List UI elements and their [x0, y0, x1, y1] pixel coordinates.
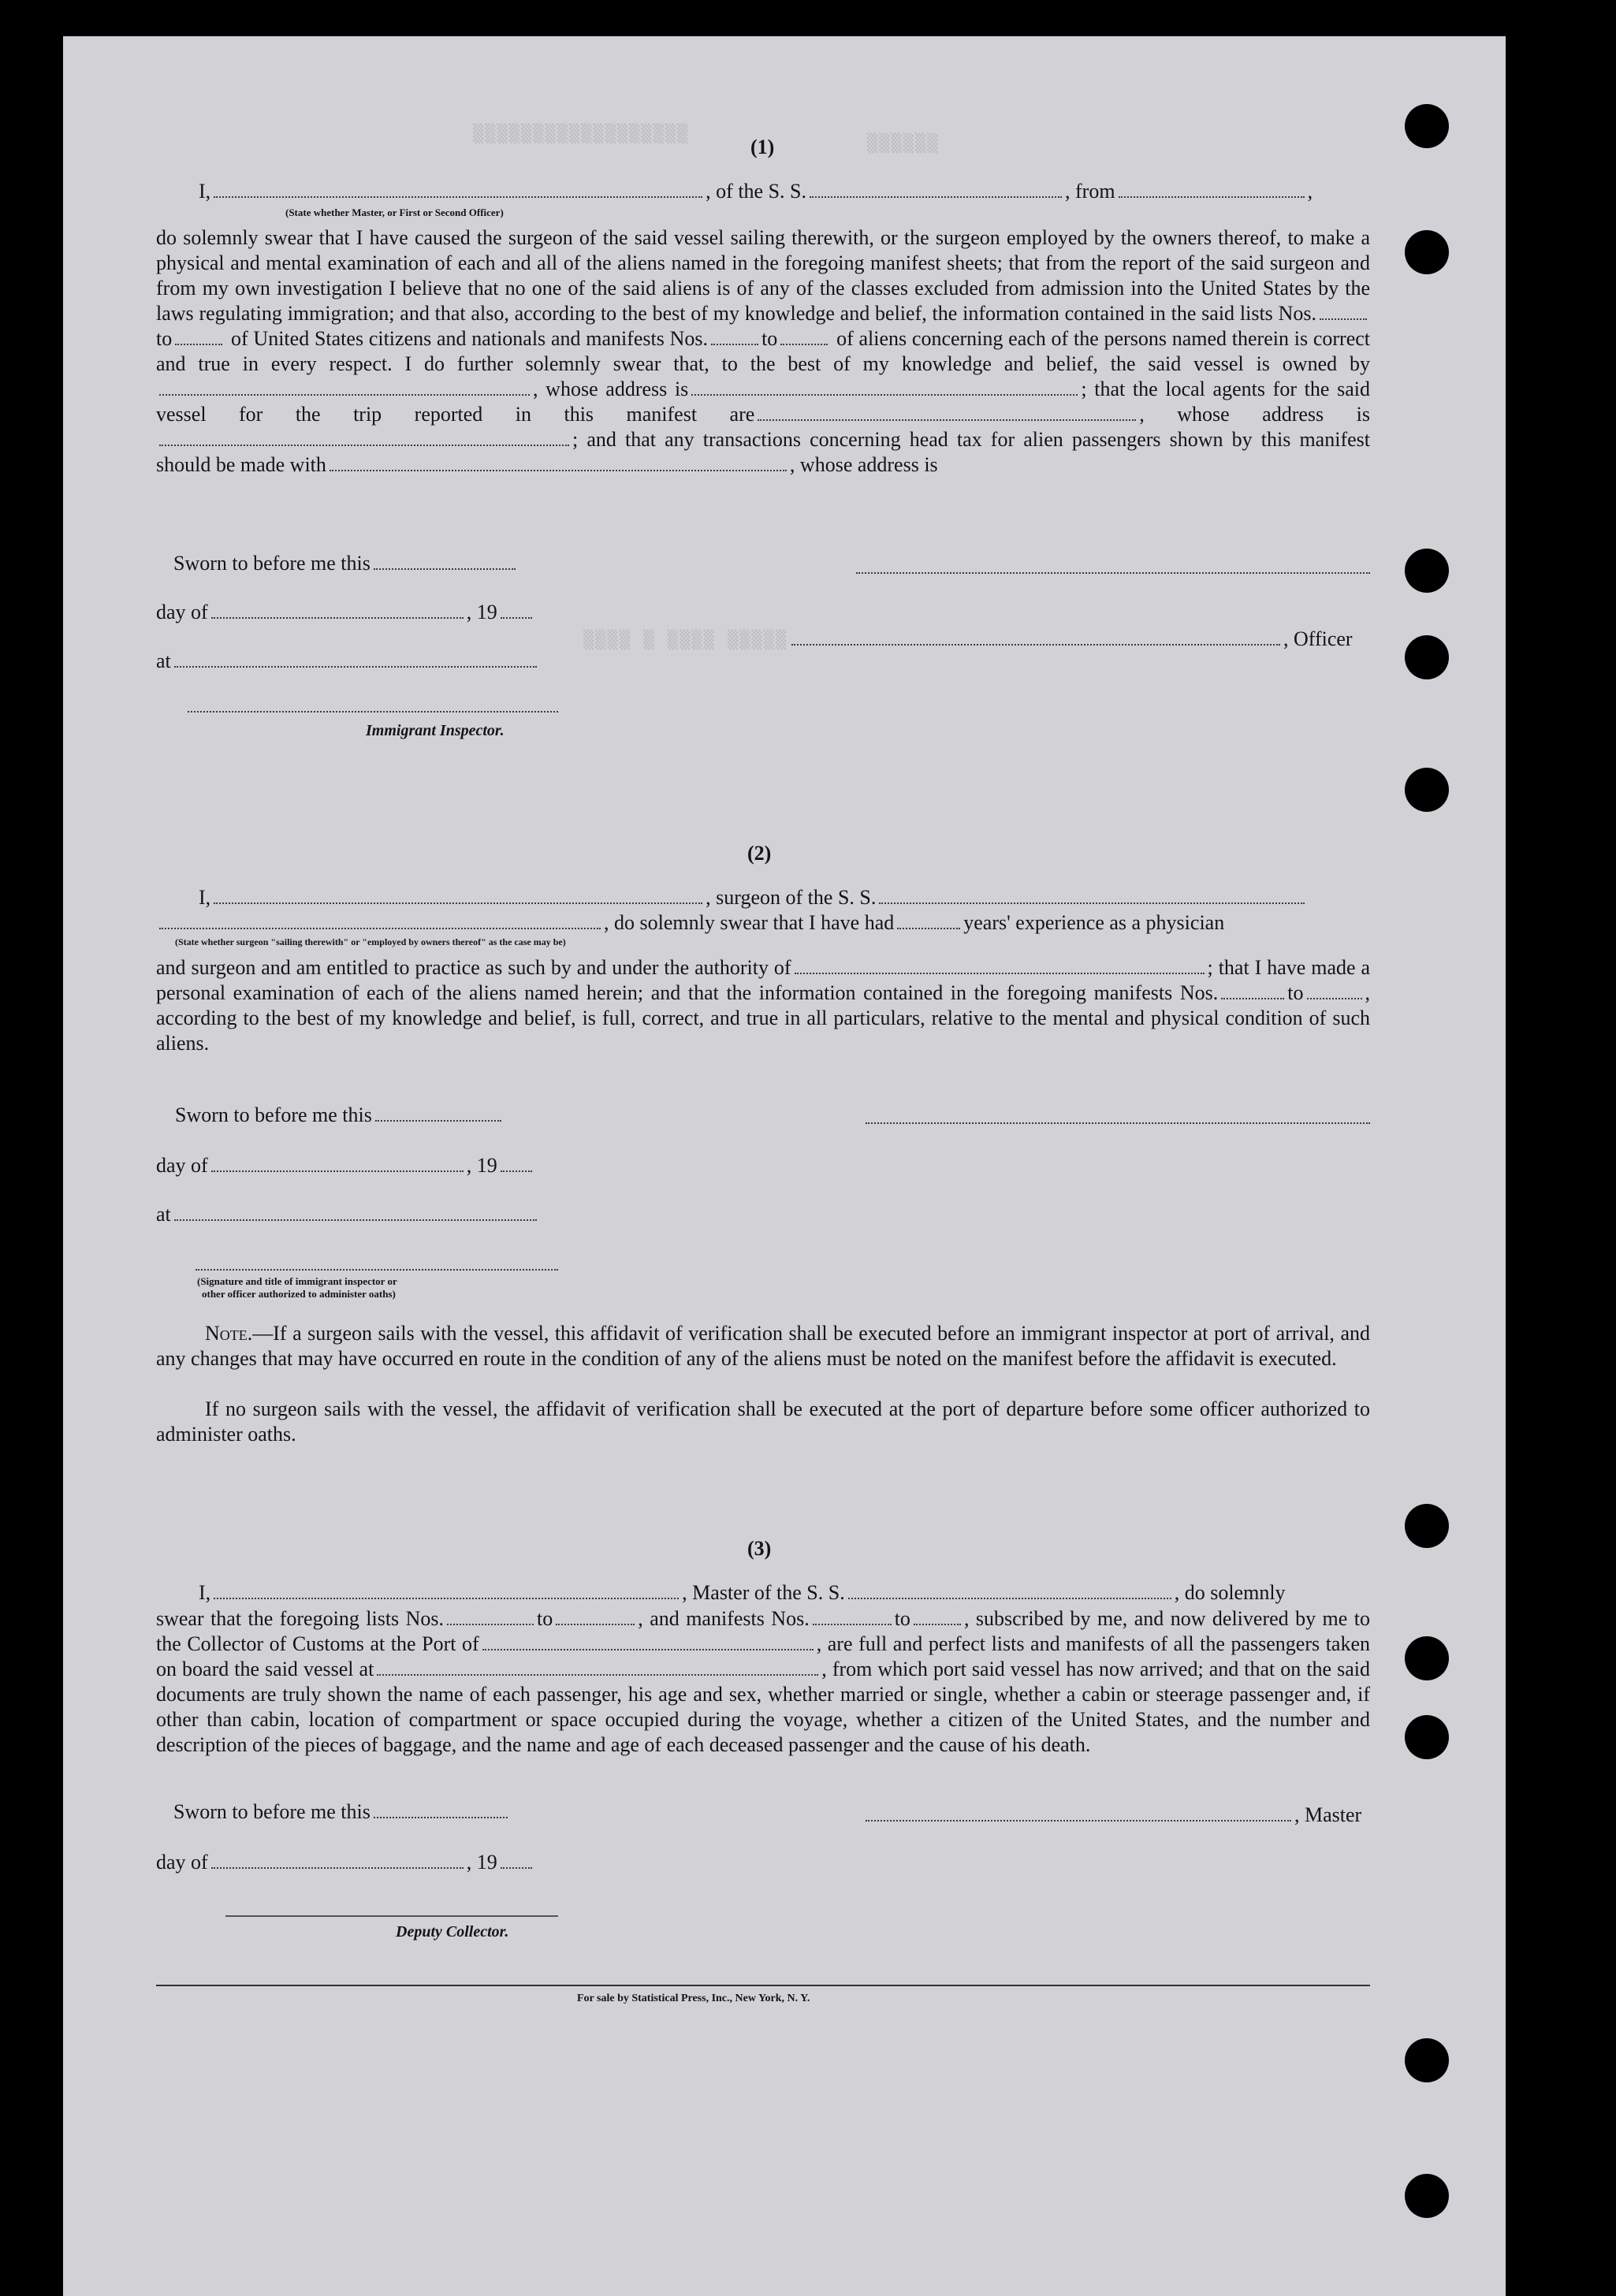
day-field[interactable] — [211, 616, 464, 619]
section-number: (1) — [750, 136, 775, 158]
day-field[interactable] — [211, 1866, 464, 1869]
from-field[interactable] — [1119, 195, 1305, 198]
punch-hole — [1405, 2038, 1449, 2082]
surgeon-manifest-from-field[interactable] — [1221, 997, 1284, 999]
punch-hole — [1405, 1715, 1449, 1759]
day-field[interactable] — [211, 1170, 464, 1172]
at-line: at — [156, 1203, 540, 1226]
headtax-field[interactable] — [330, 469, 787, 471]
year-field[interactable] — [501, 1170, 532, 1172]
years-field[interactable] — [897, 927, 960, 929]
surgeon-caption: (State whether surgeon "sailing therewith" or "employed by owners thereof" as the case may be) — [175, 936, 566, 947]
from-label: , from — [1065, 180, 1115, 203]
surgeon-manifest-to-field[interactable] — [1307, 997, 1362, 999]
master-lists-from-field[interactable] — [447, 1623, 534, 1625]
note-label: Note. — [205, 1322, 253, 1345]
agents-address-field[interactable] — [159, 444, 569, 446]
officer-signature-field[interactable] — [791, 643, 1280, 646]
day-line: day of , 19 — [156, 1154, 535, 1178]
owner-field[interactable] — [159, 393, 530, 396]
master-name-field[interactable] — [214, 1597, 679, 1599]
authority-field[interactable] — [795, 972, 1205, 974]
master-vessel-field[interactable] — [848, 1597, 1171, 1599]
section1-line1: I, , of the S. S. , from , — [199, 180, 1313, 203]
sworn-line: Sworn to before me this — [173, 1800, 511, 1824]
note-paragraph: Note.—If a surgeon sails with the vessel, this affidavit of verification shall be executed before an immigrant inspector at port of arrival, and any changes that may have occurred en route in the condition of any of the aliens must be noted on the manifest before the affidavit is executed. — [156, 1322, 1370, 1370]
boarding-port-field[interactable] — [377, 1673, 818, 1676]
surgeon-type-field[interactable] — [159, 927, 601, 929]
master-lists-to-field[interactable] — [556, 1623, 635, 1625]
sworn-day-field[interactable] — [375, 1119, 501, 1122]
officer-caption: (State whether Master, or First or Second Officer) — [285, 207, 504, 218]
footer-rule — [156, 1985, 1370, 1986]
signature-line[interactable] — [866, 1122, 1370, 1124]
inspector-signature-line[interactable] — [188, 711, 558, 713]
vessel-name-field[interactable] — [810, 195, 1062, 198]
section2-line1: I, , surgeon of the S. S. — [199, 886, 1308, 910]
agents-field[interactable] — [758, 419, 1136, 421]
master-manifests-to-field[interactable] — [914, 1623, 961, 1625]
port-field[interactable] — [482, 1648, 814, 1650]
collector-caption: Deputy Collector. — [396, 1923, 509, 1941]
surgeon-vessel-field[interactable] — [879, 902, 1305, 904]
section2-body: and surgeon and am entitled to practice as such by and under the authority of ; that I have made a personal examination of each of the aliens named herein; and that the information contained in the foregoing manifests Nos. to , according to the best of my knowledge and belief, is full, correct, and true in all particulars, relative to the mental and physical condition of such aliens. — [156, 956, 1370, 1055]
day-line: day of , 19 — [156, 601, 535, 624]
punch-hole — [1405, 549, 1449, 593]
sworn-day-field[interactable] — [374, 567, 516, 570]
punch-hole — [1405, 635, 1449, 679]
officer-line: , Officer — [788, 627, 1353, 651]
sworn-line: Sworn to before me this — [175, 1103, 505, 1127]
at-field[interactable] — [174, 1219, 537, 1221]
inspector-signature-line[interactable] — [195, 1269, 558, 1271]
at-field[interactable] — [174, 665, 537, 668]
sworn-day-field[interactable] — [374, 1816, 508, 1818]
surgeon-name-field[interactable] — [214, 902, 702, 904]
signature-caption: (Signature and title of immigrant inspector or — [197, 1275, 397, 1287]
master-line: , Master — [862, 1803, 1361, 1827]
section1-body: do solemnly swear that I have caused the surgeon of the said vessel sailing therewith, or the surgeon employed by the owners thereof, to make a physical and mental examination of each and all of the aliens named in the foregoing manifest sheets; that from the report of the said surgeon and from my own investigation I believe that no one of the said aliens is of any of the classes excluded from admission into the United States by the laws regulating immigration; and that also, according to the best of my knowledge and belief, the information contained in the said lists Nos.to of United States citizens and nationals and manifests Nos. to of aliens concerning each of the persons named therein is correct and true in every respect. I do further solemnly swear that, to the best of my knowledge and belief, the said vessel is owned by, whose address is ; that the local agents for the said vessel for the trip reported in this manifest are , whose address is; and that any transactions concerning head tax for alien passengers shown by this manifest should be made with , whose address is — [156, 226, 1370, 476]
year-field[interactable] — [501, 1866, 532, 1869]
manifests-from-field[interactable] — [711, 343, 758, 345]
section3-body: swear that the foregoing lists Nos. to , and manifests Nos. to , subscribed by me, and now delivered by me to the Collector of Customs at the Port of , are full and perfect lists and manifests of all the passengers taken on board the said vessel at , from which port said vessel has now arrived; and that on the said documents are truly shown the name of each passenger, his age and sex, whether married or single, whether a cabin or steerage passenger and, if other than cabin, location of compartment or space occupied during the voyage, whether a citizen of the United States, and the number and description of the pieces of baggage, and the name and age of each deceased passenger and the cause of his death. — [156, 1607, 1370, 1756]
day-line: day of , 19 — [156, 1851, 535, 1874]
lists-from-field[interactable] — [1320, 318, 1367, 320]
footer-text: For sale by Statistical Press, Inc., New York, N. Y. — [577, 1993, 810, 2004]
year-field[interactable] — [501, 616, 532, 619]
bleed-through-mark: ▒▒▒▒▒▒▒▒▒▒▒▒▒▒▒▒▒▒ — [473, 125, 690, 144]
manifests-to-field[interactable] — [780, 343, 828, 345]
at-line: at — [156, 649, 540, 673]
inspector-caption: Immigrant Inspector. — [366, 722, 505, 739]
sworn-line: Sworn to before me this — [173, 552, 519, 575]
bleed-through-mark: ▒▒▒▒ ▒ ▒▒▒▒ ▒▒▒▒▒ — [583, 631, 788, 650]
owner-address-field[interactable] — [691, 393, 1078, 396]
master-signature-field[interactable] — [866, 1819, 1291, 1822]
punch-hole — [1405, 1504, 1449, 1548]
section-number: (2) — [747, 842, 772, 865]
punch-hole — [1405, 768, 1449, 812]
name-field[interactable] — [214, 195, 702, 198]
signature-line[interactable] — [856, 572, 1370, 574]
section3-line1: I, , Master of the S. S. , do solemnly — [199, 1581, 1286, 1604]
punch-hole — [1405, 230, 1449, 274]
vessel-label: , of the S. S. — [706, 180, 807, 203]
section2-line2: , do solemnly swear that I have had years' experience as a physician — [156, 911, 1224, 935]
collector-signature-line[interactable] — [225, 1915, 558, 1917]
pronoun-label: I, — [199, 180, 211, 203]
master-manifests-from-field[interactable] — [813, 1623, 892, 1625]
signature-caption: other officer authorized to administer oaths) — [202, 1288, 396, 1300]
note-paragraph: If no surgeon sails with the vessel, the affidavit of verification shall be executed at the port of departure before some officer authorized to administer oaths. — [156, 1397, 1370, 1446]
punch-hole — [1405, 104, 1449, 148]
lists-to-field[interactable] — [175, 343, 222, 345]
section-number: (3) — [747, 1537, 772, 1560]
punch-hole — [1405, 1636, 1449, 1680]
bleed-through-mark: ▒▒▒▒▒▒ — [867, 134, 940, 154]
punch-hole — [1405, 2174, 1449, 2218]
